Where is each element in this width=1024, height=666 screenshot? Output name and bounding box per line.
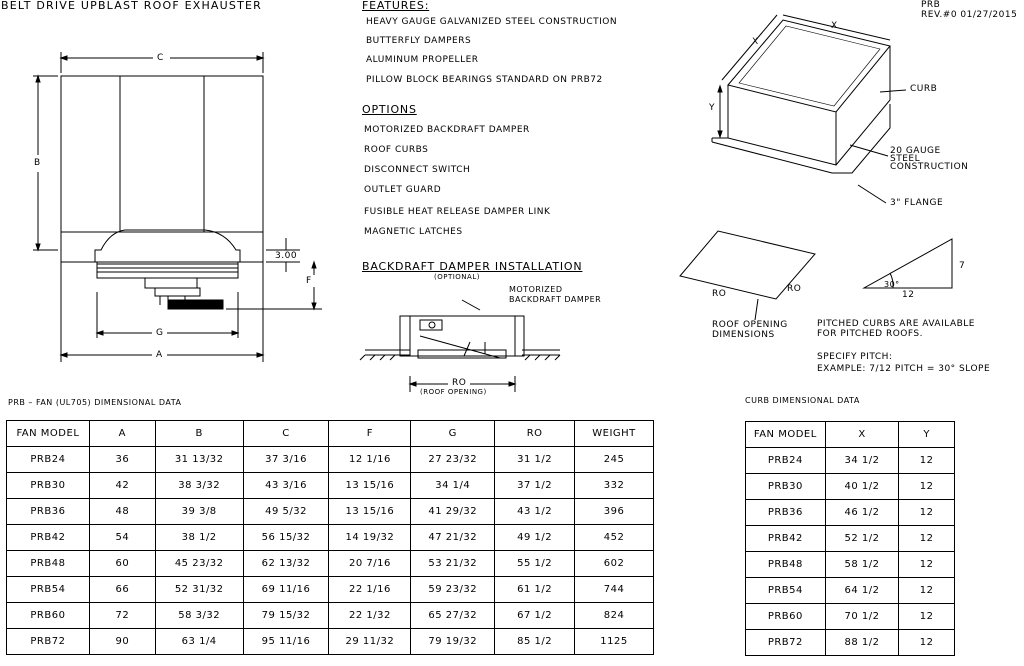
- options-heading: OPTIONS: [362, 103, 417, 116]
- roof-opening-label1: ROOF OPENING: [712, 320, 788, 330]
- pitch-note2: FOR PITCHED ROOFS.: [817, 329, 923, 339]
- roof-opening-label2: DIMENSIONS: [712, 330, 775, 340]
- table-cell: 12: [899, 448, 955, 474]
- pitch-note4: EXAMPLE: 7/12 PITCH = 30° SLOPE: [817, 364, 991, 374]
- table-cell: 46 1/2: [825, 500, 899, 526]
- table-cell: PRB42: [7, 525, 90, 551]
- table-cell: 65 27/32: [411, 603, 495, 629]
- pitch-angle: 30°: [884, 280, 900, 289]
- table-cell: PRB60: [746, 604, 826, 630]
- table-header-cell: Y: [899, 422, 955, 448]
- table-cell: 245: [575, 447, 654, 473]
- table-cell: 56 15/32: [243, 525, 329, 551]
- damper-label-line1: MOTORIZED: [509, 285, 563, 294]
- fan-dimension-table: [6, 420, 654, 655]
- table-cell: 12: [899, 604, 955, 630]
- table-row: [7, 447, 654, 473]
- pitch-note1: PITCHED CURBS ARE AVAILABLE: [817, 319, 975, 329]
- table-row: [746, 474, 955, 500]
- damper-optional: (OPTIONAL): [434, 273, 480, 281]
- table-cell: 13 15/16: [329, 473, 411, 499]
- table-cell: 12: [899, 578, 955, 604]
- damper-ro-note: (ROOF OPENING): [420, 388, 487, 396]
- features-heading: FEATURES:: [362, 0, 430, 12]
- curb-x-label-top: X: [831, 21, 838, 31]
- table-cell: 12: [899, 552, 955, 578]
- option-item: ROOF CURBS: [364, 145, 429, 155]
- table-cell: 53 21/32: [411, 551, 495, 577]
- table-cell: 824: [575, 603, 654, 629]
- table-header-cell: B: [155, 421, 243, 447]
- dim-300-label: 3.00: [275, 251, 298, 261]
- table-row: [7, 577, 654, 603]
- option-item: MAGNETIC LATCHES: [364, 227, 463, 237]
- table-row: [746, 526, 955, 552]
- option-item: MOTORIZED BACKDRAFT DAMPER: [364, 125, 530, 135]
- roof-opening-ro-right: RO: [787, 284, 802, 294]
- table-cell: 42: [89, 473, 155, 499]
- table-cell: PRB42: [746, 526, 826, 552]
- table-cell: 34 1/2: [825, 448, 899, 474]
- table-cell: 47 21/32: [411, 525, 495, 551]
- table-cell: 38 1/2: [155, 525, 243, 551]
- table-cell: 41 29/32: [411, 499, 495, 525]
- curb-gauge-line3: CONSTRUCTION: [890, 162, 969, 172]
- table-cell: 43 3/16: [243, 473, 329, 499]
- fan-elevation-drawing: [33, 52, 322, 362]
- table-cell: 49 5/32: [243, 499, 329, 525]
- table-cell: PRB54: [746, 578, 826, 604]
- feature-item: ALUMINUM PROPELLER: [366, 55, 479, 65]
- table-cell: 1125: [575, 629, 654, 655]
- table-cell: 31 1/2: [495, 447, 575, 473]
- table-cell: 63 1/4: [155, 629, 243, 655]
- dim-g-label: G: [156, 328, 164, 338]
- feature-item: BUTTERFLY DAMPERS: [366, 36, 472, 46]
- curb-y-label: Y: [709, 103, 715, 113]
- table-header-cell: RO: [495, 421, 575, 447]
- table-cell: PRB72: [746, 630, 826, 656]
- table-cell: 72: [89, 603, 155, 629]
- option-item: DISCONNECT SWITCH: [364, 165, 471, 175]
- rev-line2: REV.#0 01/27/2015: [921, 10, 1018, 20]
- table-cell: 29 11/32: [329, 629, 411, 655]
- table-cell: 43 1/2: [495, 499, 575, 525]
- table-cell: 38 3/32: [155, 473, 243, 499]
- option-item: FUSIBLE HEAT RELEASE DAMPER LINK: [364, 207, 551, 217]
- damper-ro-label: RO: [452, 378, 467, 388]
- damper-label-line2: BACKDRAFT DAMPER: [509, 295, 602, 304]
- table-cell: 66: [89, 577, 155, 603]
- table-cell: 39 3/8: [155, 499, 243, 525]
- table-cell: 14 19/32: [329, 525, 411, 551]
- table-cell: 396: [575, 499, 654, 525]
- table-cell: 85 1/2: [495, 629, 575, 655]
- table-cell: PRB24: [746, 448, 826, 474]
- dim-b-label: B: [34, 158, 41, 168]
- table-header-cell: G: [411, 421, 495, 447]
- table-header-cell: A: [89, 421, 155, 447]
- feature-item: HEAVY GAUGE GALVANIZED STEEL CONSTRUCTION: [366, 17, 618, 27]
- table-cell: 12: [899, 630, 955, 656]
- table-cell: PRB36: [746, 500, 826, 526]
- table-cell: 36: [89, 447, 155, 473]
- curb-isometric-drawing: [712, 15, 906, 203]
- pitch-rise: 7: [959, 261, 966, 271]
- table-cell: 62 13/32: [243, 551, 329, 577]
- table-cell: 20 7/16: [329, 551, 411, 577]
- table-row: [746, 630, 955, 656]
- pitch-note3: SPECIFY PITCH:: [817, 352, 893, 362]
- table-header-cell: F: [329, 421, 411, 447]
- table-header-cell: FAN MODEL: [7, 421, 90, 447]
- table-cell: 55 1/2: [495, 551, 575, 577]
- table-cell: PRB72: [7, 629, 90, 655]
- feature-item: PILLOW BLOCK BEARINGS STANDARD ON PRB72: [366, 75, 603, 85]
- table-row: [746, 448, 955, 474]
- table-row: [7, 603, 654, 629]
- option-item: OUTLET GUARD: [364, 185, 442, 195]
- table-header-row: [746, 422, 955, 448]
- table-cell: 40 1/2: [825, 474, 899, 500]
- table-header-cell: C: [243, 421, 329, 447]
- table-row: [7, 629, 654, 655]
- table-cell: 12: [899, 474, 955, 500]
- table-cell: 52 31/32: [155, 577, 243, 603]
- table-row: [7, 473, 654, 499]
- table-row: [7, 551, 654, 577]
- table-cell: 22 1/32: [329, 603, 411, 629]
- table-cell: 602: [575, 551, 654, 577]
- curb-gauge-line2: STEEL: [890, 154, 921, 164]
- table-cell: PRB48: [7, 551, 90, 577]
- table-cell: 744: [575, 577, 654, 603]
- table-header-row: [7, 421, 654, 447]
- table-cell: 58 1/2: [825, 552, 899, 578]
- table-cell: 12: [899, 526, 955, 552]
- table-header-cell: X: [825, 422, 899, 448]
- table-cell: 67 1/2: [495, 603, 575, 629]
- roof-opening-ro-left: RO: [712, 289, 727, 299]
- table-row: [746, 604, 955, 630]
- table-cell: 34 1/4: [411, 473, 495, 499]
- table-cell: PRB30: [746, 474, 826, 500]
- table-cell: PRB24: [7, 447, 90, 473]
- dim-c-label: C: [157, 53, 164, 63]
- table-cell: 60: [89, 551, 155, 577]
- damper-heading: BACKDRAFT DAMPER INSTALLATION: [362, 260, 583, 273]
- table-row: [7, 499, 654, 525]
- table-cell: 95 11/16: [243, 629, 329, 655]
- table-cell: 52 1/2: [825, 526, 899, 552]
- pitch-triangle-drawing: [864, 239, 952, 288]
- curb-gauge-line1: 20 GAUGE: [890, 146, 941, 156]
- table-cell: 64 1/2: [825, 578, 899, 604]
- pitch-run: 12: [902, 290, 915, 300]
- table-cell: 13 15/16: [329, 499, 411, 525]
- table-cell: 79 15/32: [243, 603, 329, 629]
- fan-table-caption: PRB – FAN (UL705) DIMENSIONAL DATA: [8, 398, 182, 407]
- table-cell: 48: [89, 499, 155, 525]
- table-cell: 88 1/2: [825, 630, 899, 656]
- rev-line1: PRB: [921, 0, 941, 10]
- curb-dimension-table: [745, 421, 955, 656]
- table-cell: 59 23/32: [411, 577, 495, 603]
- table-cell: 61 1/2: [495, 577, 575, 603]
- table-cell: PRB60: [7, 603, 90, 629]
- page-title: BELT DRIVE UPBLAST ROOF EXHAUSTER: [1, 0, 263, 12]
- table-row: [746, 552, 955, 578]
- curb-label: CURB: [910, 84, 938, 94]
- table-cell: 12: [899, 500, 955, 526]
- table-cell: PRB48: [746, 552, 826, 578]
- table-header-cell: FAN MODEL: [746, 422, 826, 448]
- curb-table-caption: CURB DIMENSIONAL DATA: [745, 396, 860, 405]
- curb-x-label-left: X: [752, 37, 759, 47]
- table-cell: 452: [575, 525, 654, 551]
- table-cell: 12 1/16: [329, 447, 411, 473]
- table-cell: 22 1/16: [329, 577, 411, 603]
- table-row: [746, 578, 955, 604]
- curb-flange-label: 3" FLANGE: [890, 198, 944, 208]
- table-cell: 332: [575, 473, 654, 499]
- table-cell: PRB54: [7, 577, 90, 603]
- table-cell: 58 3/32: [155, 603, 243, 629]
- table-cell: 37 3/16: [243, 447, 329, 473]
- table-row: [746, 500, 955, 526]
- table-cell: 37 1/2: [495, 473, 575, 499]
- table-cell: 45 23/32: [155, 551, 243, 577]
- table-cell: 54: [89, 525, 155, 551]
- dim-a-label: A: [156, 350, 163, 360]
- roof-opening-drawing: [680, 231, 815, 320]
- table-cell: 69 11/16: [243, 577, 329, 603]
- table-cell: 79 19/32: [411, 629, 495, 655]
- table-row: [7, 525, 654, 551]
- dim-f-label: F: [306, 276, 312, 286]
- table-cell: PRB36: [7, 499, 90, 525]
- table-cell: 70 1/2: [825, 604, 899, 630]
- table-cell: 90: [89, 629, 155, 655]
- table-cell: 31 13/32: [155, 447, 243, 473]
- table-cell: 27 23/32: [411, 447, 495, 473]
- table-cell: 49 1/2: [495, 525, 575, 551]
- table-header-cell: WEIGHT: [575, 421, 654, 447]
- table-cell: PRB30: [7, 473, 90, 499]
